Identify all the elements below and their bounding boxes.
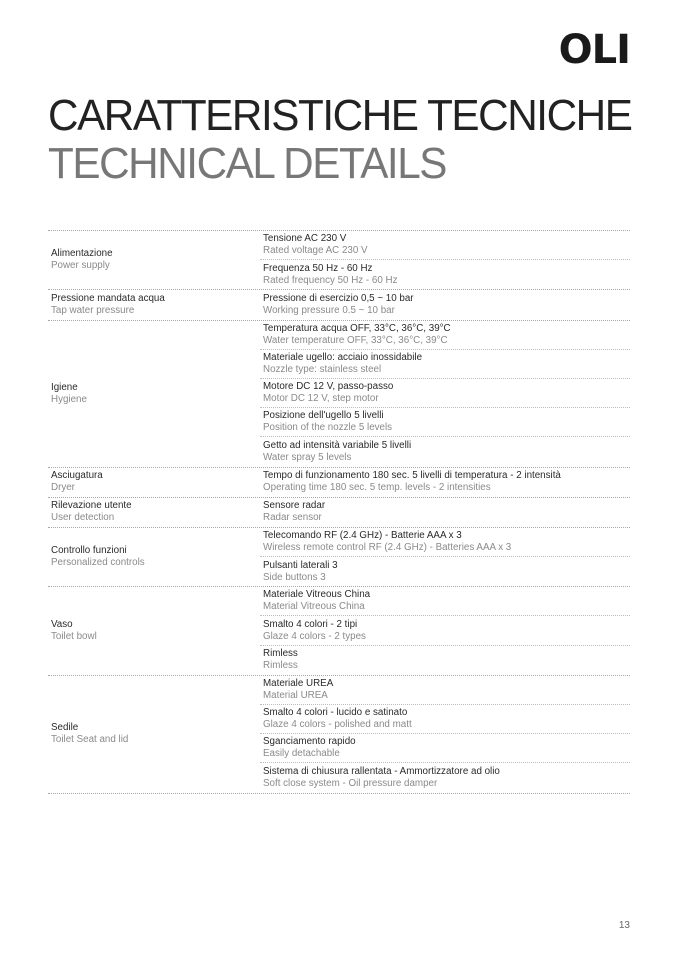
spec-value-italian: Materiale UREA bbox=[263, 677, 334, 689]
spec-label bbox=[48, 498, 260, 527]
spec-value-english: Rated frequency 50 Hz - 60 Hz bbox=[263, 274, 398, 286]
spec-value-row bbox=[260, 260, 630, 289]
spec-label-italian: Asciugatura bbox=[51, 470, 103, 482]
spec-group bbox=[48, 290, 630, 320]
spec-value-english: Material UREA bbox=[263, 689, 328, 701]
spec-value-row bbox=[260, 468, 630, 497]
spec-label-italian: Vaso bbox=[51, 619, 73, 631]
spec-value-english: Glaze 4 colors - polished and matt bbox=[263, 719, 412, 731]
spec-label-english: Toilet Seat and lid bbox=[51, 734, 129, 746]
spec-value-italian: Sistema di chiusura rallentata - Ammortizzatore ad olio bbox=[263, 765, 500, 777]
spec-value-italian: Getto ad intensità variabile 5 livelli bbox=[263, 439, 412, 451]
spec-value-english: Soft close system - Oil pressure damper bbox=[263, 777, 438, 789]
spec-label-english: User detection bbox=[51, 512, 115, 524]
spec-value-english: Motor DC 12 V, step motor bbox=[263, 393, 379, 405]
spec-label-english: Personalized controls bbox=[51, 557, 145, 569]
spec-label-english: Dryer bbox=[51, 482, 75, 494]
spec-label-italian: Controllo funzioni bbox=[51, 545, 127, 557]
spec-value-english: Operating time 180 sec. 5 temp. levels - 2 intensities bbox=[263, 482, 491, 494]
spec-value-italian: Tempo di funzionamento 180 sec. 5 livelli di temperatura - 2 intensità bbox=[263, 470, 561, 482]
spec-values bbox=[260, 321, 630, 467]
spec-value-row bbox=[260, 557, 630, 586]
spec-value-italian: Tensione AC 230 V bbox=[263, 233, 347, 245]
spec-value-row bbox=[260, 705, 630, 734]
spec-group bbox=[48, 528, 630, 587]
spec-value-english: Radar sensor bbox=[263, 512, 322, 524]
spec-value-row bbox=[260, 350, 630, 379]
spec-value-italian: Temperatura acqua OFF, 33°C, 36°C, 39°C bbox=[263, 322, 451, 334]
spec-value-italian: Rimless bbox=[263, 648, 298, 660]
spec-value-row bbox=[260, 321, 630, 350]
spec-value-english: Nozzle type: stainless steel bbox=[263, 363, 382, 375]
spec-label-english: Power supply bbox=[51, 260, 110, 272]
spec-label-italian: Pressione mandata acqua bbox=[51, 292, 165, 304]
spec-value-row bbox=[260, 763, 630, 792]
spec-value-english: Rimless bbox=[263, 660, 298, 672]
spec-value-english: Water temperature OFF, 33°C, 36°C, 39°C bbox=[263, 334, 448, 346]
spec-value-italian: Posizione dell'ugello 5 livelli bbox=[263, 410, 384, 422]
spec-table bbox=[48, 230, 630, 794]
spec-label bbox=[48, 468, 260, 497]
spec-label-italian: Alimentazione bbox=[51, 248, 113, 260]
spec-value-row bbox=[260, 379, 630, 408]
title-italian: CARATTERISTICHE TECNICHE bbox=[48, 91, 632, 140]
spec-label bbox=[48, 528, 260, 586]
spec-group bbox=[48, 231, 630, 290]
spec-label-italian: Rilevazione utente bbox=[51, 500, 132, 512]
spec-group bbox=[48, 587, 630, 676]
spec-label-english: Tap water pressure bbox=[51, 304, 135, 316]
spec-value-italian: Pressione di esercizio 0,5 ~ 10 bar bbox=[263, 292, 414, 304]
spec-values bbox=[260, 290, 630, 319]
spec-group bbox=[48, 498, 630, 528]
spec-values bbox=[260, 498, 630, 527]
spec-label-italian: Sedile bbox=[51, 722, 79, 734]
spec-group bbox=[48, 468, 630, 498]
page-number: 13 bbox=[618, 920, 630, 931]
spec-value-row bbox=[260, 290, 630, 319]
spec-values bbox=[260, 676, 630, 793]
spec-label-english: Hygiene bbox=[51, 393, 87, 405]
spec-value-row bbox=[260, 616, 630, 645]
spec-value-italian: Smalto 4 colori - lucido e satinato bbox=[263, 707, 408, 719]
spec-label bbox=[48, 290, 260, 319]
spec-value-italian: Sensore radar bbox=[263, 500, 326, 512]
spec-value-row bbox=[260, 646, 630, 675]
spec-label bbox=[48, 587, 260, 675]
spec-value-italian: Smalto 4 colori - 2 tipi bbox=[263, 618, 358, 630]
spec-values bbox=[260, 468, 630, 497]
spec-value-english: Water spray 5 levels bbox=[263, 451, 352, 463]
spec-value-italian: Materiale Vitreous China bbox=[263, 589, 371, 601]
spec-value-italian: Materiale ugello: acciaio inossidabile bbox=[263, 351, 423, 363]
spec-value-english: Working pressure 0.5 ~ 10 bar bbox=[263, 304, 395, 316]
spec-value-italian: Pulsanti laterali 3 bbox=[263, 559, 338, 571]
spec-value-english: Side buttons 3 bbox=[263, 571, 326, 583]
spec-value-row bbox=[260, 231, 630, 260]
spec-label-italian: Igiene bbox=[51, 381, 78, 393]
spec-value-english: Easily detachable bbox=[263, 748, 340, 760]
spec-value-row bbox=[260, 734, 630, 763]
spec-value-english: Material Vitreous China bbox=[263, 601, 365, 613]
spec-label bbox=[48, 676, 260, 793]
brand-logo: OLI bbox=[558, 27, 630, 73]
spec-label bbox=[48, 321, 260, 467]
spec-value-italian: Sganciamento rapido bbox=[263, 736, 356, 748]
spec-value-row bbox=[260, 676, 630, 705]
spec-value-row bbox=[260, 408, 630, 437]
spec-value-italian: Telecomando RF (2.4 GHz) - Batterie AAA x 3 bbox=[263, 529, 462, 541]
spec-value-italian: Motore DC 12 V, passo-passo bbox=[263, 381, 394, 393]
spec-group bbox=[48, 676, 630, 794]
spec-label bbox=[48, 231, 260, 289]
spec-value-italian: Frequenza 50 Hz - 60 Hz bbox=[263, 262, 373, 274]
spec-value-row bbox=[260, 437, 630, 466]
spec-values bbox=[260, 587, 630, 675]
spec-value-row bbox=[260, 528, 630, 557]
spec-values bbox=[260, 528, 630, 586]
spec-value-english: Rated voltage AC 230 V bbox=[263, 245, 368, 257]
spec-value-row bbox=[260, 498, 630, 527]
spec-label-english: Toilet bowl bbox=[51, 631, 97, 643]
spec-group bbox=[48, 321, 630, 468]
spec-values bbox=[260, 231, 630, 289]
spec-value-english: Glaze 4 colors - 2 types bbox=[263, 630, 366, 642]
title-english: TECHNICAL DETAILS bbox=[48, 139, 447, 188]
spec-value-english: Wireless remote control RF (2.4 GHz) - Batteries AAA x 3 bbox=[263, 541, 512, 553]
page-title bbox=[48, 92, 631, 188]
spec-value-english: Position of the nozzle 5 levels bbox=[263, 422, 393, 434]
spec-value-row bbox=[260, 587, 630, 616]
